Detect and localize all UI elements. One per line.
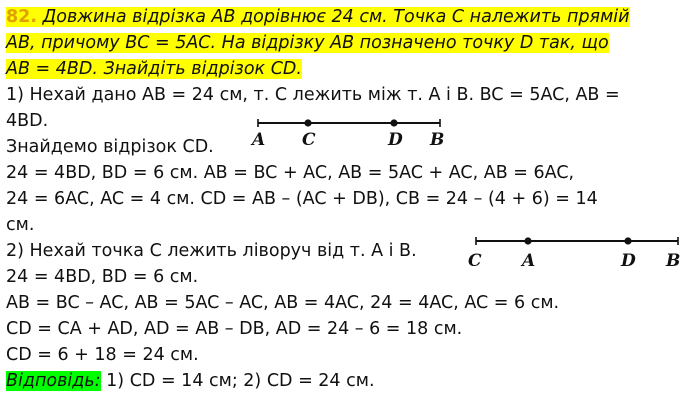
case2-line-3: AB = BC – AC, AB = 5AC – AC, AB = 4AC, 24 = 4AC, AC = 6 см. <box>6 293 560 313</box>
segment-diagram-1-svg <box>250 116 450 150</box>
point-d-dot <box>624 237 631 244</box>
case1-line-5: 24 = 6AC, AC = 4 см. CD = AB – (AC + DB), CB = 24 – (4 + 6) = 14 <box>6 189 598 209</box>
case2-line-5: CD = 6 + 18 = 24 см. <box>6 345 199 365</box>
segment-diagram-2-svg <box>466 234 688 272</box>
solution-document <box>6 4 690 394</box>
label-a: A <box>252 130 266 150</box>
case1-line-3: Знайдемо відрізок CD. <box>6 137 214 157</box>
label-b: B <box>666 251 681 271</box>
answer-line <box>6 368 690 394</box>
case1-line-2: 4BD. <box>6 111 49 131</box>
problem-number: 82. <box>6 7 38 27</box>
point-c-dot <box>304 119 311 126</box>
problem-text-2: AB, причому BC = 5AC. На відрізку AB позначено точку D так, що <box>6 33 609 53</box>
case1-line-1: 1) Нехай дано AB = 24 см, т. C лежить між т. A і B. BC = 5AC, AB = <box>6 85 620 105</box>
case2-line-1: 2) Нехай точка C лежить ліворуч від т. A і B. <box>6 241 417 261</box>
case2-line-2: 24 = 4BD, BD = 6 см. <box>6 267 199 287</box>
problem-text-3: AB = 4BD. Знайдіть відрізок CD. <box>6 59 302 79</box>
label-d: D <box>388 130 403 150</box>
label-d: D <box>621 251 636 271</box>
answer-text: 1) CD = 14 см; 2) CD = 24 см. <box>100 371 375 391</box>
label-c: C <box>468 251 482 271</box>
problem-line-3 <box>6 56 690 82</box>
segment-diagram-1 <box>250 116 450 154</box>
segment-diagram-2 <box>466 234 688 276</box>
point-d-dot <box>390 119 397 126</box>
problem-line-1 <box>6 4 690 30</box>
case2-line-4: CD = CA + AD, AD = AB – DB, AD = 24 – 6 = 18 см. <box>6 319 463 339</box>
problem-text-1: Довжина відрізка AB дорівнює 24 см. Точка C належить прямій <box>37 7 630 27</box>
label-c: C <box>302 130 316 150</box>
point-a-dot <box>524 237 531 244</box>
problem-line-2 <box>6 30 690 56</box>
label-b: B <box>430 130 445 150</box>
label-a: A <box>522 251 536 271</box>
case1-line-4: 24 = 4BD, BD = 6 см. AB = BC + AC, AB = 5AC + AC, AB = 6AC, <box>6 163 575 183</box>
answer-label: Відповідь: <box>6 371 101 391</box>
case1-line-6: см. <box>6 215 35 235</box>
